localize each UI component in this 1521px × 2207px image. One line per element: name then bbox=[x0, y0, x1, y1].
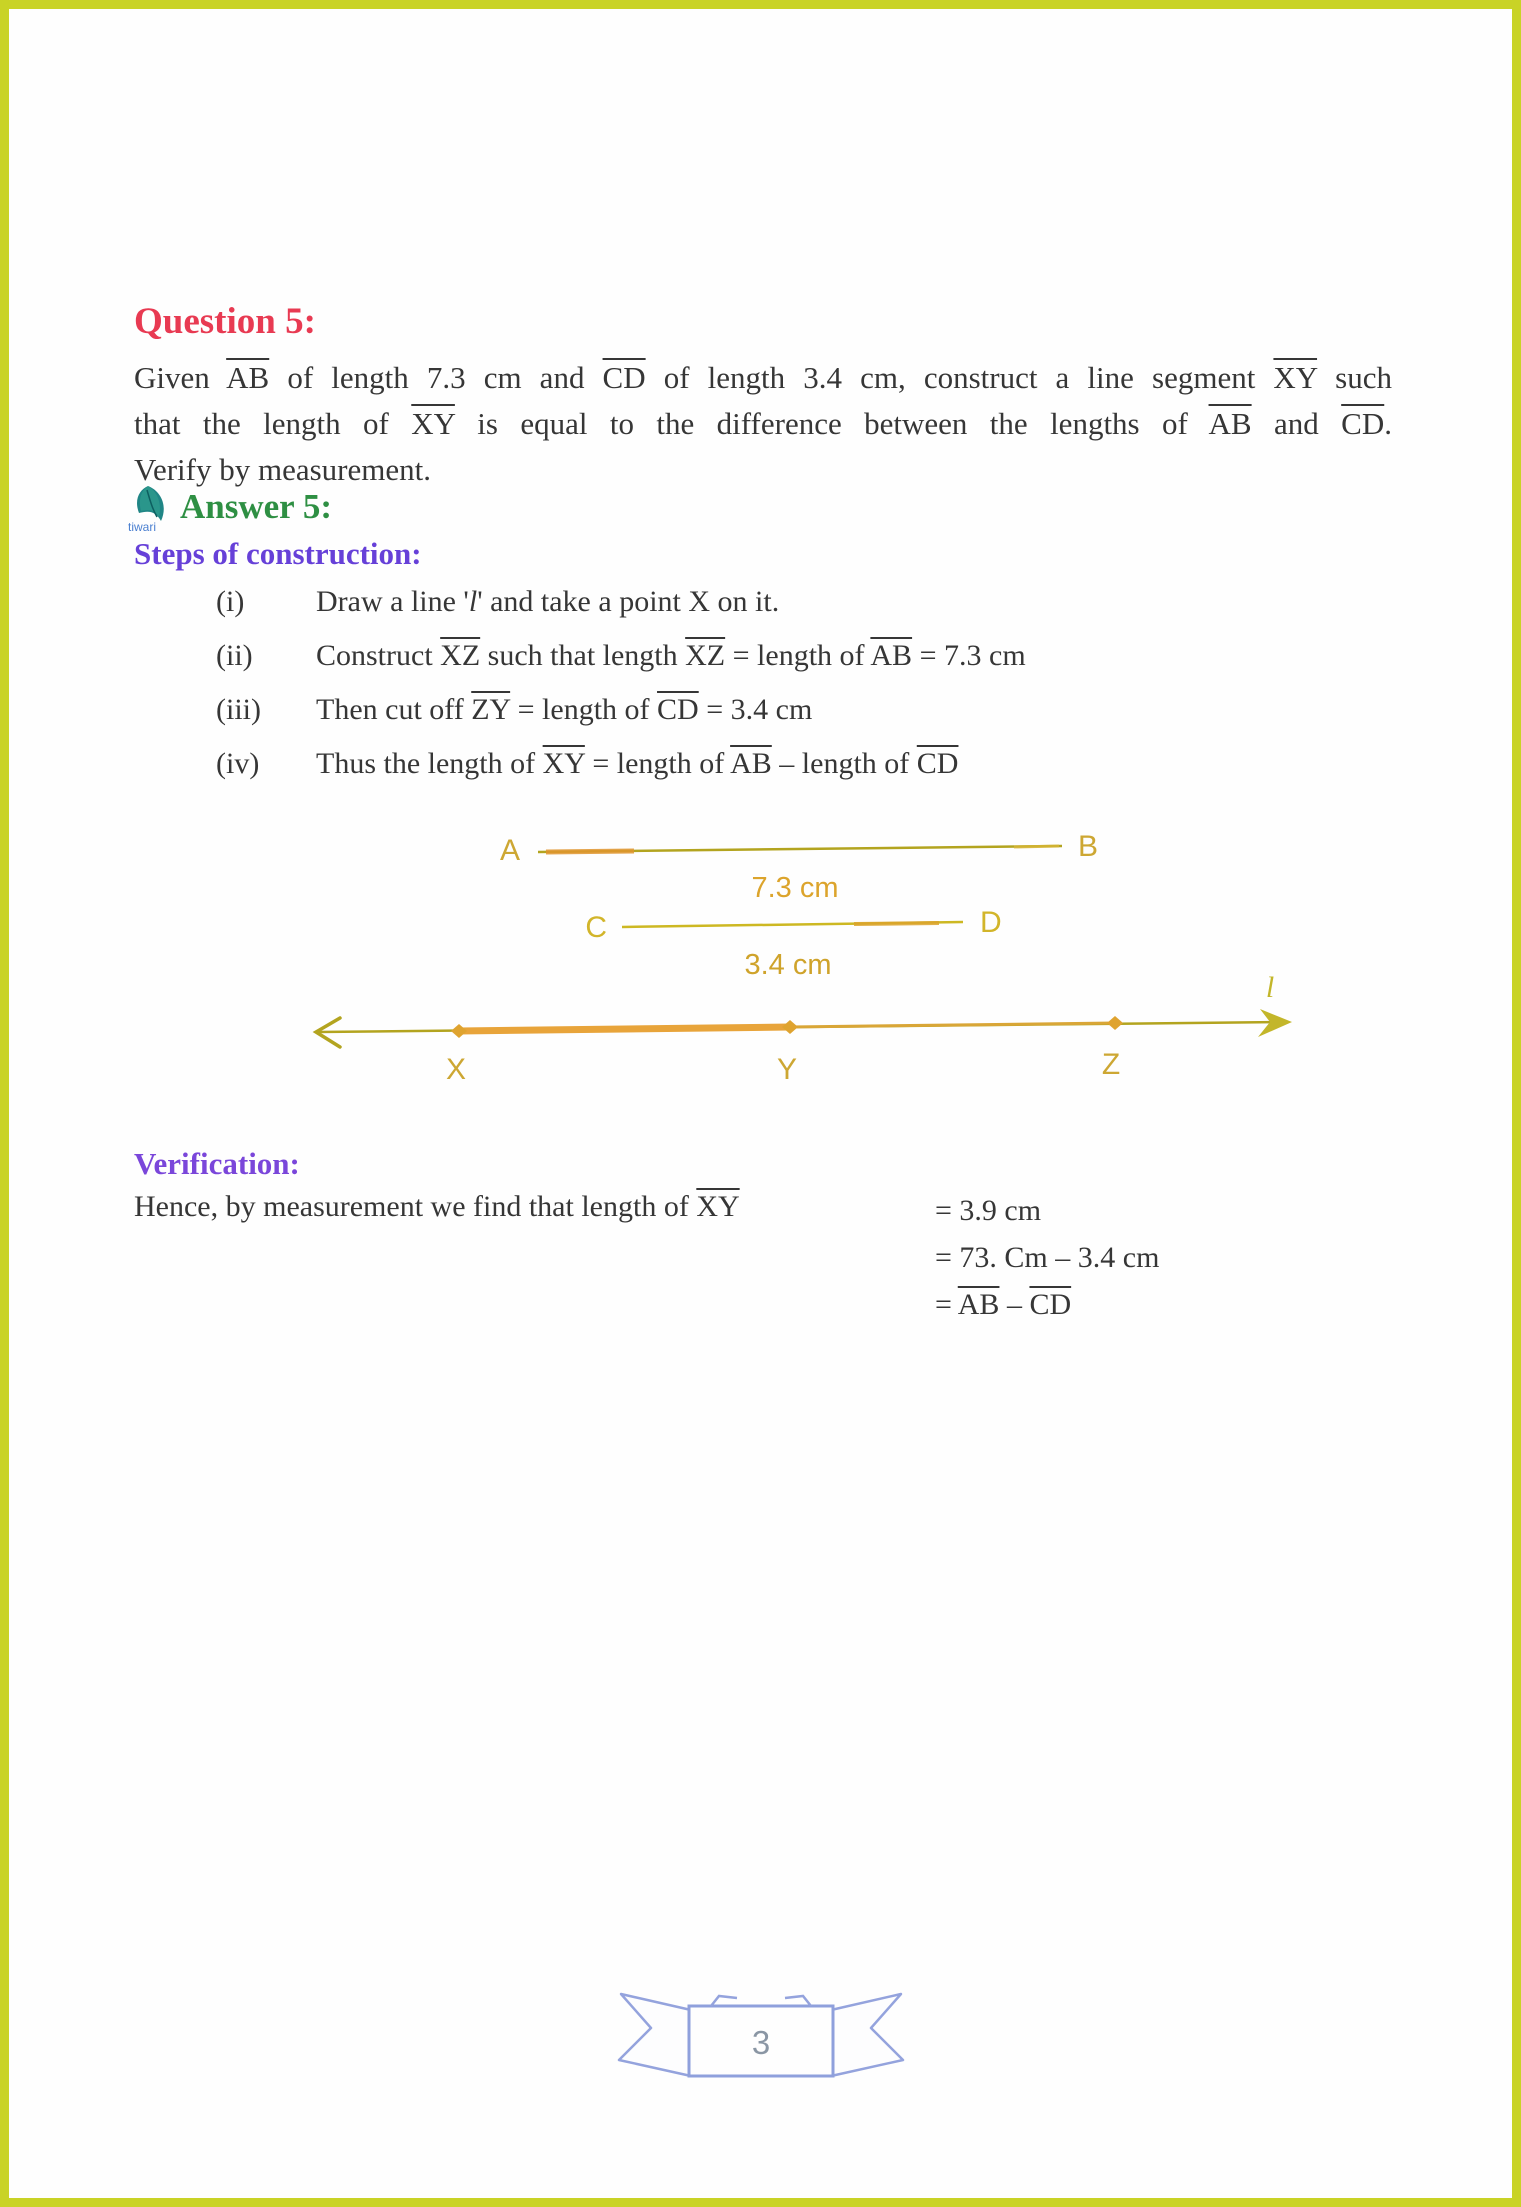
point-c-label: C bbox=[585, 911, 607, 944]
construction-diagram bbox=[9, 800, 1512, 1140]
page-number-ribbon bbox=[611, 1988, 911, 2088]
point-d-label: D bbox=[980, 906, 1002, 939]
answer-heading-row bbox=[128, 484, 332, 536]
question-heading: Question 5: bbox=[134, 301, 316, 342]
steps-list bbox=[134, 575, 1404, 791]
segment-xy-thick bbox=[459, 1027, 790, 1031]
step-i bbox=[134, 575, 1404, 629]
equation-3: = $\overline{AB} - \overline{CD}$ bbox=[935, 1288, 1072, 1321]
point-y-marker bbox=[782, 1020, 798, 1034]
point-z-marker bbox=[1107, 1016, 1123, 1030]
step-number: (i) bbox=[216, 585, 245, 618]
line-l-label: l bbox=[1265, 971, 1275, 1004]
equation-2: = 73. Cm – 3.4 cm bbox=[935, 1241, 1160, 1274]
step-number: (ii) bbox=[216, 639, 253, 672]
question-body bbox=[134, 355, 1392, 493]
step-iv bbox=[134, 737, 1404, 791]
ribbon-right-tail bbox=[831, 1994, 903, 2076]
length-cd-label: 3.4 cm bbox=[744, 949, 832, 981]
tiwari-leaf-icon bbox=[128, 484, 172, 536]
step-number: (iv) bbox=[216, 747, 260, 780]
segment-ab-highlight2 bbox=[1014, 846, 1059, 847]
step-text: Thus the length of $\overline{XY}$ = length of $\overline{AB}$ – length of $\overline{CD}$ bbox=[316, 747, 959, 780]
step-number: (iii) bbox=[216, 693, 261, 726]
point-a-label: A bbox=[499, 834, 520, 867]
ribbon-left-tail bbox=[619, 1994, 691, 2076]
point-z-label: Z bbox=[1101, 1048, 1121, 1081]
step-ii bbox=[134, 629, 1404, 683]
verification-heading: Verification: bbox=[134, 1146, 300, 1181]
question-line-1: Given $\overline{AB}$ of length 7.3 cm and $\overline{CD}$ of length 3.4 cm, construct a line segment $\overline{XY}$ such bbox=[134, 360, 1392, 395]
question-line-2: that the length of $\overline{XY}$ is equal to the difference between the lengths of $\overline{AB}$ and $\overline{CD}$. bbox=[134, 406, 1392, 441]
tiwari-logo-text: tiwari bbox=[128, 520, 157, 534]
point-b-label: B bbox=[1078, 830, 1099, 863]
step-text: Draw a line 'l' and take a point X on it. bbox=[316, 585, 780, 618]
segment-cd-highlight bbox=[854, 923, 939, 924]
steps-heading: Steps of construction: bbox=[134, 536, 422, 571]
segment-ab-highlight bbox=[546, 851, 634, 852]
question-line-3: Verify by measurement. bbox=[134, 452, 431, 487]
step-text: Then cut off $\overline{ZY}$ = length of $\overline{CD} = 3.4$ cm bbox=[316, 693, 813, 726]
point-x-marker bbox=[451, 1024, 467, 1038]
step-iii bbox=[134, 683, 1404, 737]
equation-1: = 3.9 cm bbox=[935, 1194, 1042, 1227]
length-ab-label: 7.3 cm bbox=[751, 872, 839, 904]
segment-yz bbox=[790, 1023, 1115, 1027]
step-text: Construct $\overline{XZ}$ such that length $\overline{XZ}$ = length of $\overline{AB} = 7.3$ cm bbox=[316, 639, 1026, 672]
answer-heading: Answer 5: bbox=[180, 487, 332, 526]
point-x-label: X bbox=[445, 1053, 467, 1086]
point-y-label: Y bbox=[776, 1053, 798, 1086]
verification-lead: Hence, by measurement we find that length of $\overline{XY}$ bbox=[134, 1190, 740, 1223]
page-number: 3 bbox=[751, 2024, 771, 2061]
verification-equations bbox=[935, 1187, 1159, 1328]
